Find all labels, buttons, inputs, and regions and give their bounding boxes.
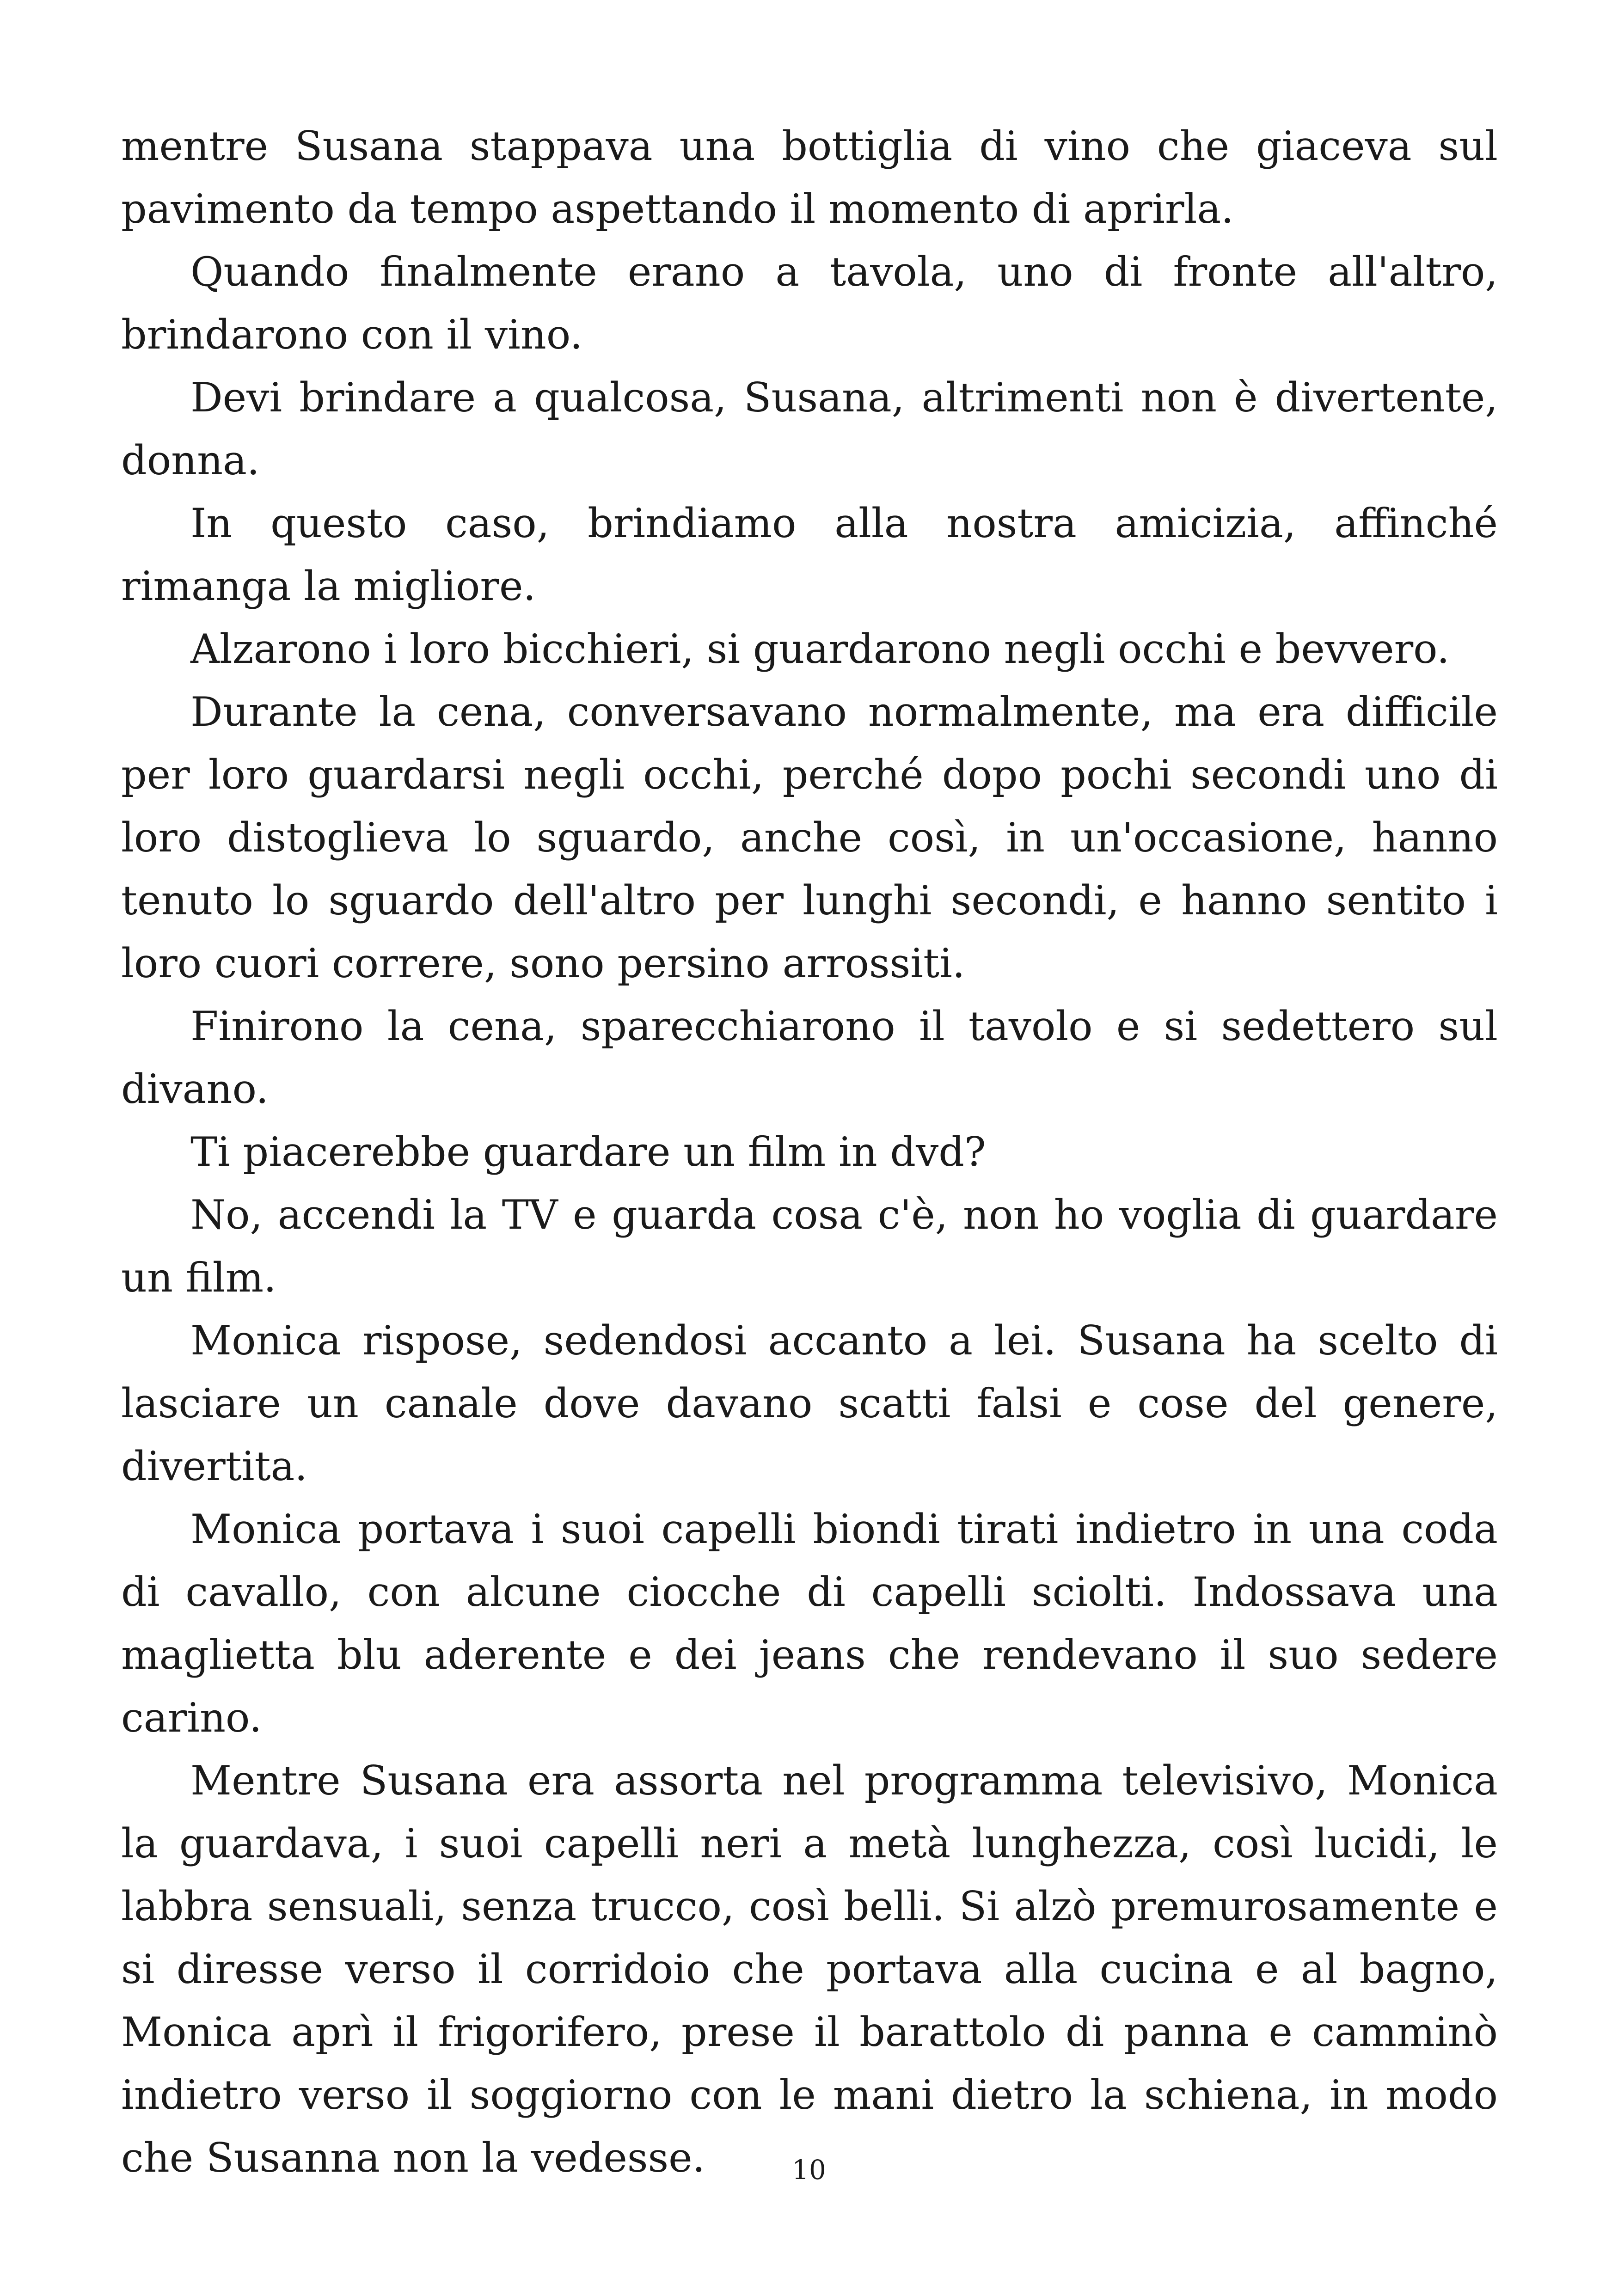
paragraph: Devi brindare a qualcosa, Susana, altrimenti non è divertente, donna. [121,374,1498,484]
paragraph: Durante la cena, conversavano normalmente, ma era difficile per loro guardarsi negli occhi, perché dopo pochi secondi uno di loro distoglieva lo sguardo, anche così, in un'occasione, hanno tenuto lo sguardo dell'altro per lunghi secondi, e hanno sentito i loro cuori correre, sono persino arrossiti. [121,688,1498,987]
paragraph: Finirono la cena, sparecchiarono il tavolo e si sedettero sul divano. [121,1003,1498,1113]
body-text [121,115,1498,2189]
paragraph: Mentre Susana era assorta nel programma televisivo, Monica la guardava, i suoi capelli neri a metà lunghezza, così lucidi, le labbra sensuali, senza trucco, così belli. Si alzò premurosamente e si diresse verso il corridoio che portava alla cucina e al bagno, Monica aprì il frigorifero, prese il barattolo di panna e camminò indietro verso il soggiorno con le mani dietro la schiena, in modo che Susanna non la vedesse. [121,1757,1498,2181]
paragraph: Quando finalmente erano a tavola, uno di fronte all'altro, brindarono con il vino. [121,248,1498,358]
paragraph: mentre Susana stappava una bottiglia di vino che giaceva sul pavimento da tempo aspettando il momento di aprirla. [121,122,1498,233]
page-number: 10 [792,2154,826,2186]
paragraph: In questo caso, brindiamo alla nostra amicizia, affinché rimanga la migliore. [121,500,1498,610]
paragraph: Alzarono i loro bicchieri, si guardarono negli occhi e bevvero. [190,625,1450,673]
paragraph: Monica rispose, sedendosi accanto a lei. Susana ha scelto di lasciare un canale dove davano scatti falsi e cose del genere, divertita. [121,1317,1498,1490]
paragraph: No, accendi la TV e guarda cosa c'è, non ho voglia di guardare un film. [121,1191,1498,1301]
paragraph: Monica portava i suoi capelli biondi tirati indietro in una coda di cavallo, con alcune ciocche di capelli sciolti. Indossava una maglietta blu aderente e dei jeans che rendevano il suo sedere carino. [121,1506,1498,1741]
paragraph: Ti piacerebbe guardare un film in dvd? [190,1128,986,1176]
